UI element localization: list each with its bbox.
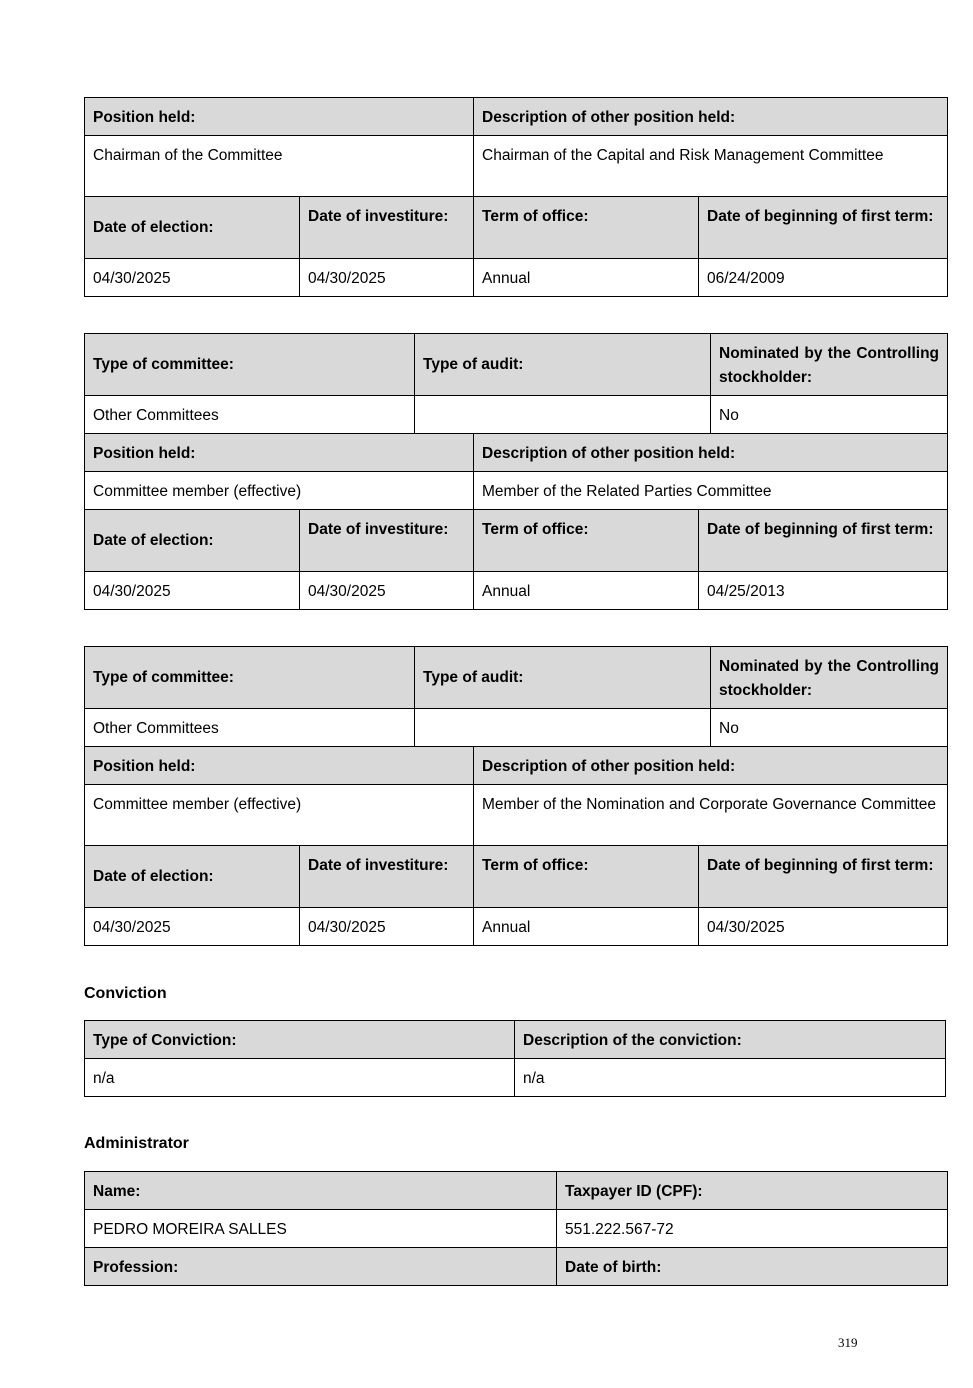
administrator-heading: Administrator — [84, 1135, 189, 1152]
audit-type-label: Type of audit: — [415, 647, 711, 709]
other-position-value: Member of the Related Parties Committee — [474, 472, 948, 510]
committee-position-table-2 — [84, 333, 948, 610]
first-term-label: Date of beginning of first term: — [699, 846, 948, 908]
other-position-label: Description of other position held: — [474, 434, 948, 472]
date-investiture-value: 04/30/2025 — [300, 259, 474, 297]
position-held-label: Position held: — [85, 434, 474, 472]
first-term-label: Date of beginning of first term: — [699, 197, 948, 259]
date-investiture-label: Date of investiture: — [300, 846, 474, 908]
date-investiture-value: 04/30/2025 — [300, 908, 474, 946]
cpf-value: 551.222.567-72 — [557, 1210, 948, 1248]
date-investiture-value: 04/30/2025 — [300, 572, 474, 610]
conviction-type-value: n/a — [85, 1059, 515, 1097]
nominated-label: Nominated by the Controlling stockholder: — [711, 334, 948, 396]
nominated-value: No — [711, 396, 948, 434]
date-election-label: Date of election: — [85, 846, 300, 908]
other-position-label: Description of other position held: — [474, 98, 948, 136]
nominated-label: Nominated by the Controlling stockholder: — [711, 647, 948, 709]
term-label: Term of office: — [474, 197, 699, 259]
term-value: Annual — [474, 908, 699, 946]
first-term-label: Date of beginning of first term: — [699, 510, 948, 572]
date-election-value: 04/30/2025 — [85, 908, 300, 946]
committee-type-value: Other Committees — [85, 709, 415, 747]
position-held-value: Committee member (effective) — [85, 472, 474, 510]
conviction-description-value: n/a — [515, 1059, 946, 1097]
profession-label: Profession: — [85, 1248, 557, 1286]
conviction-table — [84, 1020, 946, 1097]
other-position-value: Member of the Nomination and Corporate Governance Committee — [474, 785, 948, 846]
cpf-label: Taxpayer ID (CPF): — [557, 1172, 948, 1210]
first-term-value: 04/25/2013 — [699, 572, 948, 610]
audit-type-value — [415, 396, 711, 434]
date-election-value: 04/30/2025 — [85, 259, 300, 297]
term-value: Annual — [474, 572, 699, 610]
term-value: Annual — [474, 259, 699, 297]
position-held-label: Position held: — [85, 98, 474, 136]
conviction-heading: Conviction — [84, 985, 167, 1002]
date-investiture-label: Date of investiture: — [300, 197, 474, 259]
committee-position-table-1 — [84, 97, 948, 297]
date-investiture-label: Date of investiture: — [300, 510, 474, 572]
name-value: PEDRO MOREIRA SALLES — [85, 1210, 557, 1248]
date-election-label: Date of election: — [85, 510, 300, 572]
committee-type-value: Other Committees — [85, 396, 415, 434]
conviction-type-label: Type of Conviction: — [85, 1021, 515, 1059]
first-term-value: 04/30/2025 — [699, 908, 948, 946]
date-election-value: 04/30/2025 — [85, 572, 300, 610]
administrator-table — [84, 1171, 948, 1286]
committee-type-label: Type of committee: — [85, 334, 415, 396]
nominated-value: No — [711, 709, 948, 747]
date-election-label: Date of election: — [85, 197, 300, 259]
audit-type-value — [415, 709, 711, 747]
other-position-label: Description of other position held: — [474, 747, 948, 785]
first-term-value: 06/24/2009 — [699, 259, 948, 297]
term-label: Term of office: — [474, 510, 699, 572]
page-number: 319 — [838, 1335, 858, 1350]
audit-type-label: Type of audit: — [415, 334, 711, 396]
term-label: Term of office: — [474, 846, 699, 908]
position-held-value: Committee member (effective) — [85, 785, 474, 846]
other-position-value: Chairman of the Capital and Risk Management Committee — [474, 136, 948, 197]
name-label: Name: — [85, 1172, 557, 1210]
position-held-label: Position held: — [85, 747, 474, 785]
dob-label: Date of birth: — [557, 1248, 948, 1286]
committee-position-table-3 — [84, 646, 948, 946]
position-held-value: Chairman of the Committee — [85, 136, 474, 197]
conviction-description-label: Description of the conviction: — [515, 1021, 946, 1059]
committee-type-label: Type of committee: — [85, 647, 415, 709]
